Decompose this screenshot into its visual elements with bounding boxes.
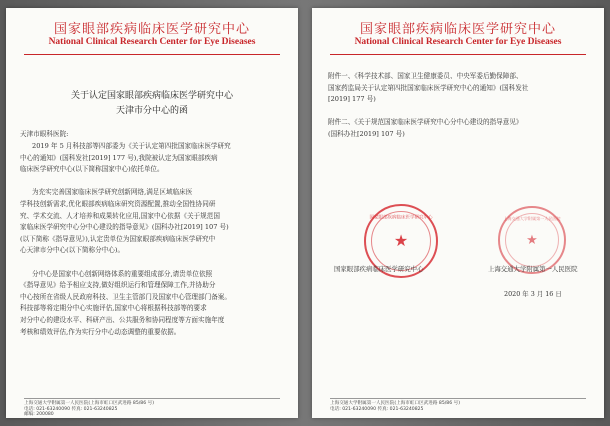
salutation: 天津市眼科医院: [20,130,69,138]
body-text-line: 为充实完善国家临床医学研究创新网络,满足区域临床医 [32,188,193,197]
seal-2-text: 上海交通大学附属第一人民医院 [503,216,561,222]
footer-rule [330,398,586,399]
body-text-line: 考核和绩效评估,作为实行分中心动态调整的重要依据。 [20,327,181,336]
doc-title-line-2: 天津市分中心的函 [115,106,188,116]
footer-line: 电话: 021-63240090 传真: 021-63240825 [24,406,118,412]
body-text-line: 学科技创新需求,优化眼部疾病临床研究资源配置,推动全国性协同研 [20,200,216,208]
letterhead-title-zh: 国家眼部疾病临床医学研究中心 [53,22,250,37]
attachment-line: 国家药监局关于认定第四批国家临床医学研究中心的通知》(国科发社 [328,83,529,92]
signer-2: 上海交通大学附属第一人民医院 [488,265,578,273]
attachment-line: (国科办社[2019] 107 号) [328,130,405,138]
body-text-line: 对分中心的建设水平、科研产出、公共服务和协同程度等方面实施年度 [20,316,225,324]
letter-page-left [6,8,298,418]
footer-line: 邮编: 200080 [24,412,54,418]
seal-star-icon: ★ [526,232,538,248]
body-text-line: 2019 年 5 月科技部等四部委为《关于认定第四批国家临床医学研究 [32,142,231,150]
attachment-line: 附件二、《关于规范国家临床医学研究中心分中心建设的指导意见》 [328,118,523,127]
body-text-line: (以下简称《指导意见》),认定贵单位为国家眼部疾病临床医学研究中 [20,234,216,243]
body-text-line: 科技部等将定期分中心实施评估,国家中心将根据科技部等的要求 [20,304,207,313]
body-text-line: 中心按所在省级人民政府科技、卫生主管部门及国家中心管理部门备案。 [20,292,231,301]
body-text-line: 中心的通知》(国科发社[2019] 177 号),我院被认定为国家眼部疾病 [20,153,218,162]
letter-page-right [312,8,604,418]
letterhead-title-en: National Clinical Research Center for Eye Diseases [354,37,562,47]
body-text-line: 家临床医学研究中心分中心建设的指导意见》(国科办社[2019] 107 号) [20,223,229,232]
letterhead-title-zh: 国家眼部疾病临床医学研究中心 [359,22,556,37]
letterhead-rule [330,54,586,55]
doc-title-line-1: 关于认定国家眼部疾病临床医学研究中心 [70,91,233,101]
letterhead-title-en: National Clinical Research Center for Eye Diseases [48,37,256,47]
body-text-line: 《指导意见》给予相应支持,做好组织运行和管理保障工作,并协助分 [20,281,216,290]
signer-1: 国家眼部疾病临床医学研究中心 [334,265,424,273]
letter-date: 2020 年 3 月 16 日 [504,290,562,298]
attachment-line: 附件一、《科学技术部、国家卫生健康委员、中央军委后勤保障部、 [328,72,523,80]
official-seal-2 [498,206,566,274]
seal-star-icon: ★ [393,231,409,250]
letterhead-rule [24,54,280,55]
seal-1-text: 国家眼部疾病临床医学研究中心 [369,214,433,220]
footer-line: 上海交通大学附属第一人民医院(上海市虹口区武进路 85/86 号) [24,401,154,406]
footer-rule [24,398,280,399]
body-text-line: 究、学术交流、人才培养和成果转化应用,国家中心依据《关于规范国 [20,211,220,220]
footer-line: 上海交通大学附属第一人民医院(上海市虹口区武进路 85/86 号) [330,401,460,406]
attachment-line: [2019] 177 号) [328,95,376,104]
body-text-line: 心天津市分中心(以下简称分中心)。 [20,246,125,255]
body-text-line: 临床医学研究中心(以下简称国家中心)依托单位。 [20,165,164,174]
footer-line: 电话: 021-63240090 传真: 021-63240825 [330,406,424,412]
body-text-line: 分中心是国家中心创新网络体系的重要组成部分,请贵单位依照 [32,269,213,278]
